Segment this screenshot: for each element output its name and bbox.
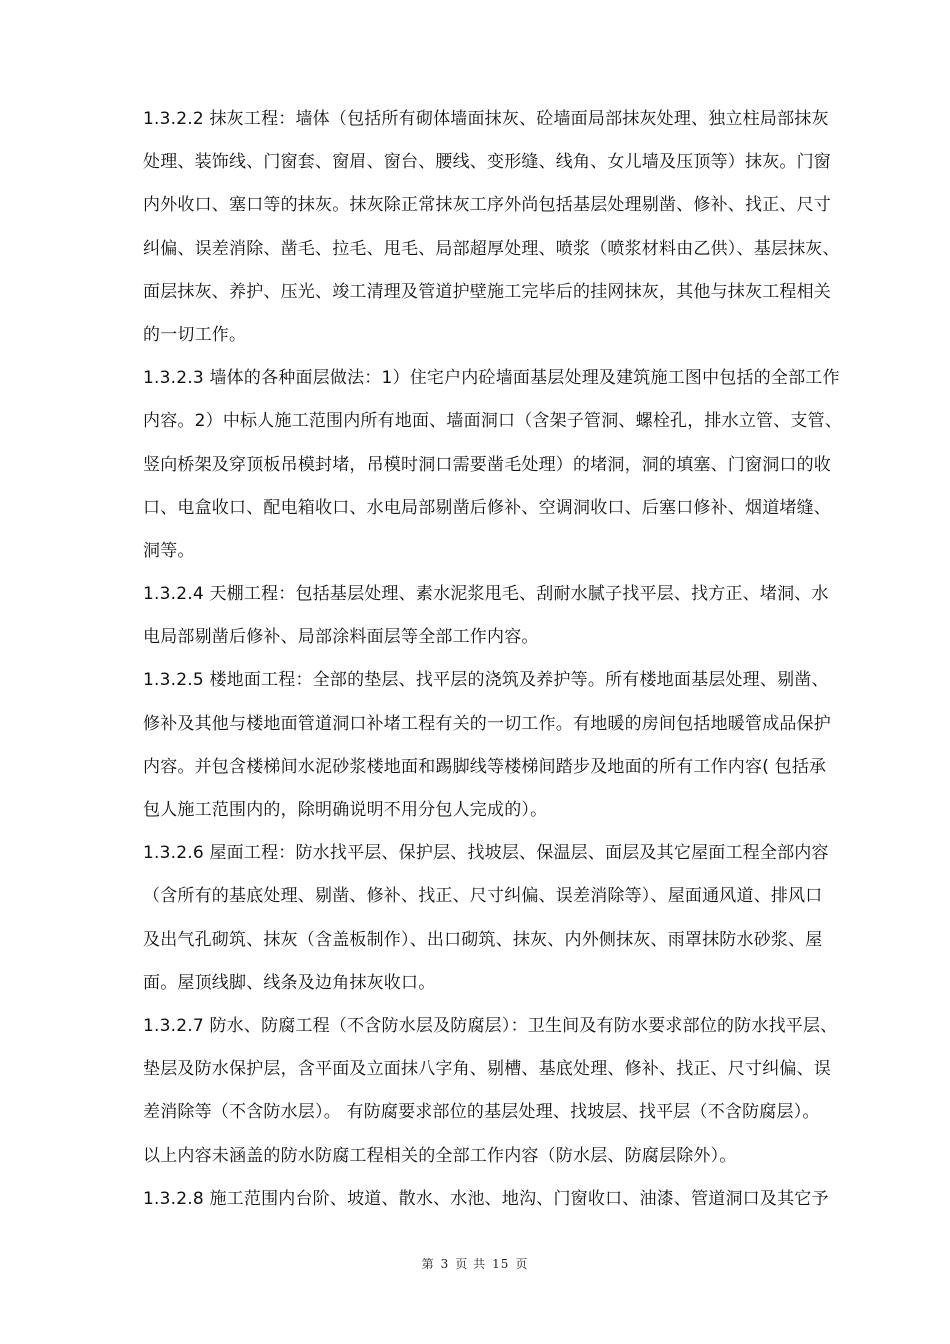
text-line: 1.3.2.6 屋面工程：防水找平层、保护层、找坡层、保温层、面层及其它屋面工程全部内容 bbox=[143, 843, 829, 864]
footer-suffix: 页 bbox=[515, 1257, 529, 1271]
text-line: 纠偏、误差消除、凿毛、拉毛、甩毛、局部超厚处理、喷浆（喷浆材料由乙供）、基层抹灰、 bbox=[143, 238, 840, 259]
text-line: 修补及其他与楼地面管道洞口补堵工程有关的一切工作。有地暖的房间包括地暖管成品保护 bbox=[143, 713, 831, 734]
text-line: 内容。并包含楼梯间水泥砂浆楼地面和踢脚线等楼梯间踏步及地面的所有工作内容( 包括承 bbox=[143, 756, 827, 777]
document-body bbox=[143, 98, 843, 1221]
page-number: 3 bbox=[440, 1257, 450, 1271]
text-line: 1.3.2.3 墙体的各种面层做法：1）住宅户内砼墙面基层处理及建筑施工图中包括的全部工作 bbox=[143, 368, 840, 389]
text-line: 包人施工范围内的，除明确说明不用分包人完成的）。 bbox=[143, 800, 548, 820]
text-line: 差消除等（不含防水层）。 有防腐要求部位的基层处理、找坡层、找平层（不含防腐层）。 bbox=[143, 1102, 820, 1123]
text-line: 1.3.2.8 施工范围内台阶、坡道、散水、水池、地沟、门窗收口、油漆、管道洞口及其它予 bbox=[143, 1188, 829, 1209]
page-footer bbox=[0, 1255, 950, 1272]
text-line: 垫层及防水保护层，含平面及立面抹八字角、剔槽、基底处理、修补、找正、尺寸纠偏、误 bbox=[143, 1059, 831, 1080]
text-line: 1.3.2.2 抹灰工程：墙体（包括所有砌体墙面抹灰、砼墙面局部抹灰处理、独立柱局部抹灰 bbox=[143, 109, 829, 129]
text-line: 处理、装饰线、门窗套、窗眉、窗台、腰线、变形缝、线角、女儿墙及压顶等）抹灰。门窗 bbox=[143, 152, 831, 173]
footer-prefix: 第 bbox=[421, 1257, 435, 1271]
text-line: 面层抹灰、养护、压光、竣工清理及管道护壁施工完毕后的挂网抹灰，其他与抹灰工程相关 bbox=[143, 281, 831, 302]
text-line: （含所有的基底处理、剔凿、修补、找正、尺寸纠偏、误差消除等）、屋面通风道、排风口 bbox=[143, 886, 823, 907]
text-line: 电局部剔凿后修补、局部涂料面层等全部工作内容。 bbox=[143, 627, 539, 648]
text-line: 竖向桥架及穿顶板吊模封堵，吊模时洞口需要凿毛处理）的堵洞，洞的填塞、门窗洞口的收 bbox=[143, 454, 831, 475]
footer-middle: 页 共 bbox=[455, 1257, 487, 1271]
text-line: 1.3.2.5 楼地面工程：全部的垫层、找平层的浇筑及养护等。所有楼地面基层处理、剔凿、 bbox=[143, 670, 829, 691]
text-line: 1.3.2.7 防水、防腐工程（不含防水层及防腐层）：卫生间及有防水要求部位的防水找平层、 bbox=[143, 1015, 838, 1036]
text-line: 口、电盒收口、配电箱收口、水电局部剔凿后修补、空调洞收口、后塞口修补、烟道堵缝、 bbox=[143, 497, 831, 518]
text-line: 及出气孔砌筑、抹灰（含盖板制作）、出口砌筑、抹灰、内外侧抹灰、雨罩抹防水砂浆、屋 bbox=[143, 929, 823, 950]
text-line: 内外收口、塞口等的抹灰。抹灰除正常抹灰工序外尚包括基层处理剔凿、修补、找正、尺寸 bbox=[143, 195, 831, 216]
text-line: 的一切工作。 bbox=[143, 324, 247, 345]
page-total: 15 bbox=[492, 1257, 510, 1271]
text-line: 面。屋顶线脚、线条及边角抹灰收口。 bbox=[143, 972, 436, 993]
text-line: 1.3.2.4 天棚工程：包括基层处理、素水泥浆甩毛、刮耐水腻子找平层、找方正、堵洞、水 bbox=[143, 584, 829, 605]
text-line: 洞等。 bbox=[143, 540, 195, 561]
text-line: 以上内容未涵盖的防水防腐工程相关的全部工作内容（防水层、防腐层除外）。 bbox=[143, 1145, 737, 1166]
text-line: 内容。2）中标人施工范围内所有地面、墙面洞口（含架子管洞、螺栓孔，排水立管、支管、 bbox=[143, 411, 843, 432]
